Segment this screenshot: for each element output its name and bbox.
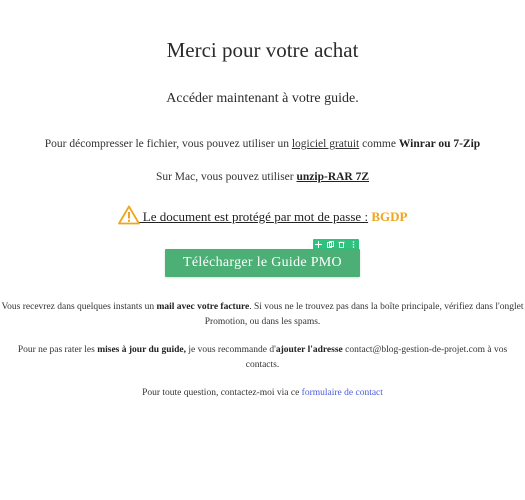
contact-text: Pour toute question, contactez-moi via ce	[142, 388, 302, 398]
download-guide-button[interactable]: Télécharger le Guide PMO	[165, 249, 360, 277]
mac-text: Sur Mac, vous pouvez utiliser	[155, 171, 297, 183]
invoice-notice	[0, 300, 525, 330]
winrar-7zip-text: Winrar ou 7-Zip	[398, 138, 481, 150]
more-icon[interactable]	[349, 240, 358, 249]
updates-text-a: Pour ne pas rater les	[17, 345, 98, 355]
free-software-link[interactable]: logiciel gratuit	[291, 138, 360, 150]
updates-text-c: je vous recommande d'	[186, 345, 276, 355]
warning-icon	[118, 205, 140, 225]
delete-icon[interactable]	[337, 240, 346, 249]
download-button-wrapper	[165, 239, 362, 279]
updates-text-b: mises à jour du guide,	[97, 345, 186, 355]
unzip-rar-link[interactable]: unzip-RAR 7Z	[296, 171, 370, 183]
decompress-text: Pour décompresser le fichier, vous pouvez utiliser un	[44, 138, 292, 150]
mac-instructions	[0, 171, 525, 183]
move-icon[interactable]	[314, 240, 323, 249]
contact-notice	[0, 386, 525, 401]
copy-icon[interactable]	[326, 240, 335, 249]
page-title: Merci pour votre achat	[166, 38, 359, 62]
password-value: BGDP	[368, 209, 408, 224]
decompress-mid-text: comme	[359, 138, 399, 150]
decompress-instructions	[0, 138, 525, 150]
updates-text-d: ajouter l'adresse	[275, 345, 343, 355]
invoice-text-c: . Si vous ne le trouvez pas dans la boîte principale, vérifiez dans l'onglet Promotion, ou dans les spams.	[204, 302, 524, 327]
password-label: Le document est protégé par mot de passe :	[139, 209, 369, 224]
updates-notice	[0, 343, 525, 373]
invoice-text-a: Vous recevrez dans quelques instants un	[1, 302, 157, 312]
invoice-text-b: mail avec votre facture	[156, 302, 250, 312]
updates-text-e: contact@blog-gestion-de-projet.com à vos contacts.	[245, 345, 508, 370]
password-notice	[0, 205, 525, 225]
page-subtitle: Accéder maintenant à votre guide.	[166, 91, 359, 106]
contact-form-link[interactable]: formulaire de contact	[301, 388, 383, 398]
